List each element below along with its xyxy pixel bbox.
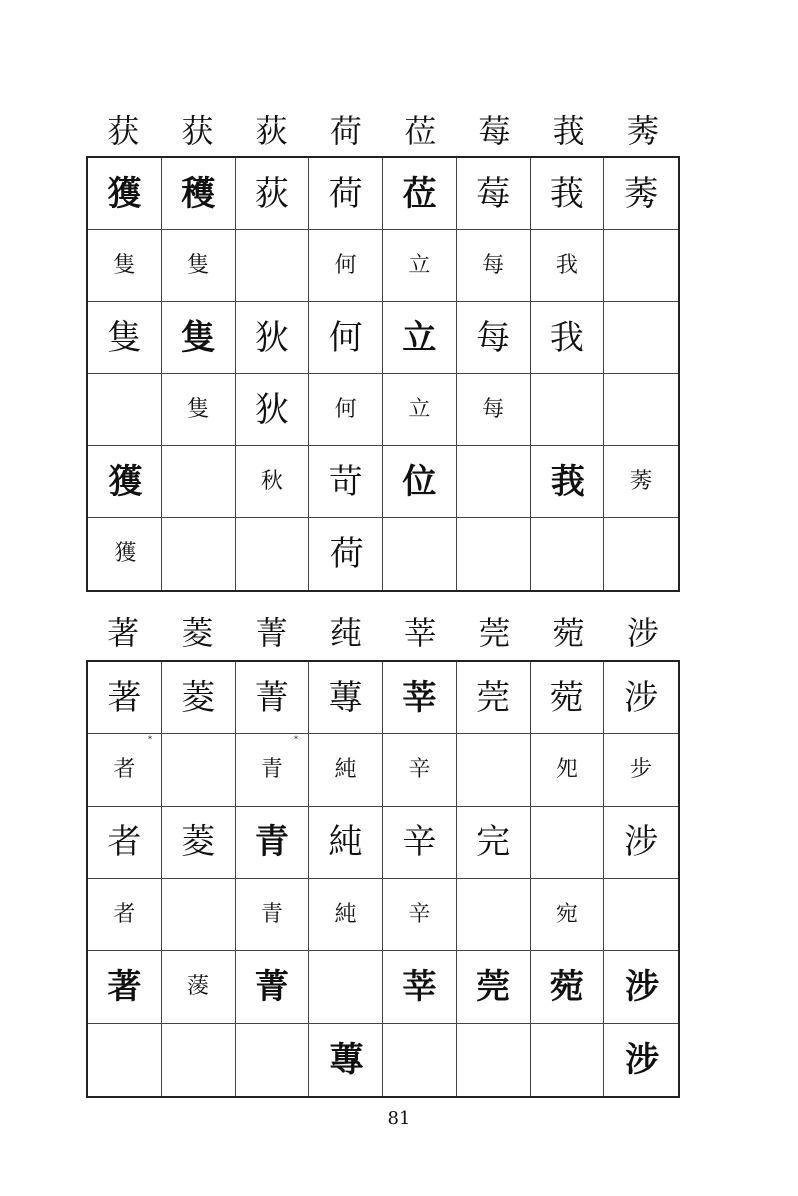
glyph-form: 完: [476, 822, 511, 863]
glyph-form: 著: [107, 677, 142, 718]
section1-cell: [604, 446, 678, 518]
glyph-form: 純: [334, 756, 357, 782]
section1-cell: [383, 518, 457, 590]
glyph-form: 辛: [408, 756, 431, 782]
glyph-form: 莪: [550, 461, 583, 502]
section2-cell: [457, 879, 531, 951]
section2-cell: [531, 807, 605, 879]
glyph-form: 莠: [630, 468, 653, 494]
section1-cell: [88, 446, 162, 518]
glyph-form: 青: [254, 822, 289, 863]
section2-cell: [309, 807, 383, 879]
section2-cell: [162, 734, 236, 806]
glyph-form: 位: [402, 461, 437, 502]
section1-character-table: [86, 156, 680, 592]
section2-cell: [531, 734, 605, 806]
glyph-form: 涉: [625, 1039, 658, 1080]
glyph-form: 莞: [476, 966, 511, 1007]
section2-header-row: [86, 608, 680, 658]
section1-cell: [604, 230, 678, 302]
glyph-form: 隻: [107, 317, 142, 358]
glyph-form: 宛: [555, 901, 578, 927]
glyph-form: 每: [482, 252, 505, 278]
section2-cell: [236, 807, 310, 879]
section1-cell: [162, 518, 236, 590]
glyph-form: 立: [408, 396, 431, 422]
section1-cell: [457, 446, 531, 518]
section1-cell: [88, 374, 162, 446]
section1-cell: [531, 518, 605, 590]
section1-cell: [604, 518, 678, 590]
glyph-form: 隻: [187, 396, 210, 422]
section1-cell: [236, 158, 310, 230]
section2-cell: [531, 879, 605, 951]
section1-cell: [162, 230, 236, 302]
section1-cell: [309, 158, 383, 230]
section1-cell: [162, 158, 236, 230]
section2-cell: [383, 1024, 457, 1096]
glyph-form: 苛: [328, 461, 363, 502]
glyph-form: 隻: [113, 252, 136, 278]
glyph-form: 莠: [624, 173, 659, 214]
section1-cell: [531, 446, 605, 518]
section2-cell: [457, 1024, 531, 1096]
section2-cell: [88, 951, 162, 1023]
section1-cell: [531, 230, 605, 302]
section2-cell: [383, 662, 457, 734]
header-char: 获: [107, 112, 140, 150]
glyph-form: 每: [476, 317, 511, 358]
glyph-form: 獲: [108, 461, 141, 502]
section2-character-table: [86, 660, 680, 1098]
glyph-form: 菀: [549, 966, 584, 1007]
glyph-form: 荻: [254, 173, 289, 214]
section2-cell: [604, 734, 678, 806]
section1-cell: [309, 518, 383, 590]
glyph-form: 獲: [114, 541, 135, 566]
section1-cell: [309, 230, 383, 302]
section2-cell: [604, 662, 678, 734]
glyph-form: 莓: [476, 173, 511, 214]
header-char: 莘: [404, 614, 437, 652]
section1-header-row: [86, 106, 680, 156]
glyph-form: 何: [328, 317, 363, 358]
section2-cell: [236, 1024, 310, 1096]
section1-cell: [457, 302, 531, 374]
glyph-form: 立: [408, 252, 431, 278]
section2-cell: [457, 734, 531, 806]
section1-cell: [383, 374, 457, 446]
header-char: 莅: [404, 112, 437, 150]
section1-cell: [162, 374, 236, 446]
section1-cell: [88, 518, 162, 590]
section1-cell: [88, 302, 162, 374]
glyph-form: 涉: [624, 677, 659, 718]
header-char: 菀: [552, 614, 585, 652]
section2-cell: [309, 951, 383, 1023]
glyph-form: 者: [113, 901, 136, 927]
section1-cell: [383, 158, 457, 230]
section2-cell: [88, 879, 162, 951]
glyph-form: 何: [334, 396, 357, 422]
section1-cell: [531, 302, 605, 374]
glyph-form: 步: [630, 756, 653, 782]
glyph-form: 狄: [254, 317, 289, 358]
glyph-form: 每: [482, 396, 505, 422]
header-char: 获: [181, 112, 214, 150]
section1-cell: [236, 518, 310, 590]
section2-cell: [531, 1024, 605, 1096]
header-char: 莼: [329, 614, 362, 652]
section2-cell: [162, 662, 236, 734]
glyph-form: 立: [402, 317, 437, 358]
glyph-form: 我: [549, 317, 584, 358]
section2-cell: [162, 951, 236, 1023]
header-char: 荷: [329, 112, 362, 150]
glyph-form: 秋: [260, 468, 283, 494]
section1-cell: [88, 158, 162, 230]
header-char: 菁: [255, 614, 288, 652]
section1-cell: [604, 374, 678, 446]
section2-cell: [383, 734, 457, 806]
asterisk-mark: *: [294, 735, 298, 744]
glyph-form: 菁: [254, 966, 289, 1007]
glyph-form: 我: [555, 252, 578, 278]
header-char: 莠: [626, 112, 659, 150]
section2-cell: [88, 807, 162, 879]
asterisk-mark: *: [148, 735, 152, 744]
section2-cell: [604, 879, 678, 951]
glyph-form: 菁: [254, 677, 289, 718]
section1-cell: [383, 230, 457, 302]
glyph-form: 荷: [329, 534, 362, 574]
header-char: 涉: [626, 614, 659, 652]
header-char: 著: [107, 614, 140, 652]
glyph-form: 蓴: [328, 677, 363, 718]
glyph-form: 著: [107, 966, 142, 1007]
section1-cell: [383, 446, 457, 518]
glyph-form: 青: [260, 756, 283, 782]
section2-cell: [457, 807, 531, 879]
section1-cell: [604, 158, 678, 230]
section2-cell: [162, 1024, 236, 1096]
section2-cell: [236, 951, 310, 1023]
glyph-form: 隻: [187, 252, 210, 278]
section1-cell: [162, 446, 236, 518]
glyph-form: 莞: [476, 677, 511, 718]
glyph-form: 蔆: [187, 973, 210, 999]
section2-cell: [236, 879, 310, 951]
glyph-form: 莘: [402, 966, 437, 1007]
section2-cell: [604, 807, 678, 879]
glyph-form: 狄: [254, 389, 289, 430]
section2-cell: [531, 951, 605, 1023]
glyph-form: 者: [107, 822, 142, 863]
section1-cell: [604, 302, 678, 374]
glyph-form: 涉: [625, 966, 658, 1007]
section2-cell: [457, 662, 531, 734]
glyph-form: 莘: [402, 677, 437, 718]
section1-cell: [236, 446, 310, 518]
section2-cell: [88, 662, 162, 734]
section2-cell: [88, 1024, 162, 1096]
section2-cell: [604, 951, 678, 1023]
glyph-form: 荷: [328, 173, 363, 214]
section1-cell: [309, 302, 383, 374]
glyph-form: 莪: [549, 173, 584, 214]
glyph-form: 菱: [181, 822, 216, 863]
header-char: 莞: [478, 614, 511, 652]
section1-cell: [531, 374, 605, 446]
glyph-form: 辛: [408, 901, 431, 927]
section2-cell: [383, 879, 457, 951]
glyph-form: 者: [113, 756, 136, 782]
section1-cell: [236, 374, 310, 446]
section2-cell: [236, 734, 310, 806]
section1-cell: [383, 302, 457, 374]
glyph-form: 純: [334, 901, 357, 927]
section1-cell: [457, 158, 531, 230]
section1-cell: [236, 302, 310, 374]
header-char: 荻: [255, 112, 288, 150]
section2-cell: [309, 879, 383, 951]
section2-cell: [236, 662, 310, 734]
section1-cell: [236, 230, 310, 302]
glyph-form: 穫: [181, 173, 216, 214]
section2-cell: [531, 662, 605, 734]
section1-cell: [309, 374, 383, 446]
glyph-form: 隻: [181, 317, 216, 358]
glyph-form: 蓴: [329, 1039, 362, 1080]
section2-cell: [309, 734, 383, 806]
glyph-form: 莅: [402, 173, 437, 214]
section2-cell: [162, 879, 236, 951]
section2-cell: [309, 662, 383, 734]
section2-cell: [88, 734, 162, 806]
page-number: 81: [387, 1108, 411, 1129]
glyph-form: 獲: [107, 173, 142, 214]
section1-cell: [457, 374, 531, 446]
section1-cell: [309, 446, 383, 518]
glyph-form: 菀: [549, 677, 584, 718]
header-char: 莓: [478, 112, 511, 150]
section2-cell: [383, 807, 457, 879]
section1-cell: [162, 302, 236, 374]
header-char: 莪: [552, 112, 585, 150]
glyph-form: 青: [260, 901, 283, 927]
section2-cell: [604, 1024, 678, 1096]
glyph-form: 菱: [181, 677, 216, 718]
section2-cell: [383, 951, 457, 1023]
glyph-form: 辛: [402, 822, 437, 863]
section1-cell: [88, 230, 162, 302]
glyph-form: 純: [328, 822, 363, 863]
section1-cell: [457, 518, 531, 590]
section2-cell: [457, 951, 531, 1023]
section2-cell: [309, 1024, 383, 1096]
glyph-form: 何: [334, 252, 357, 278]
section1-cell: [457, 230, 531, 302]
section1-cell: [531, 158, 605, 230]
header-char: 菱: [181, 614, 214, 652]
glyph-form: 夗: [555, 756, 578, 782]
section2-cell: [162, 807, 236, 879]
glyph-form: 涉: [624, 822, 659, 863]
